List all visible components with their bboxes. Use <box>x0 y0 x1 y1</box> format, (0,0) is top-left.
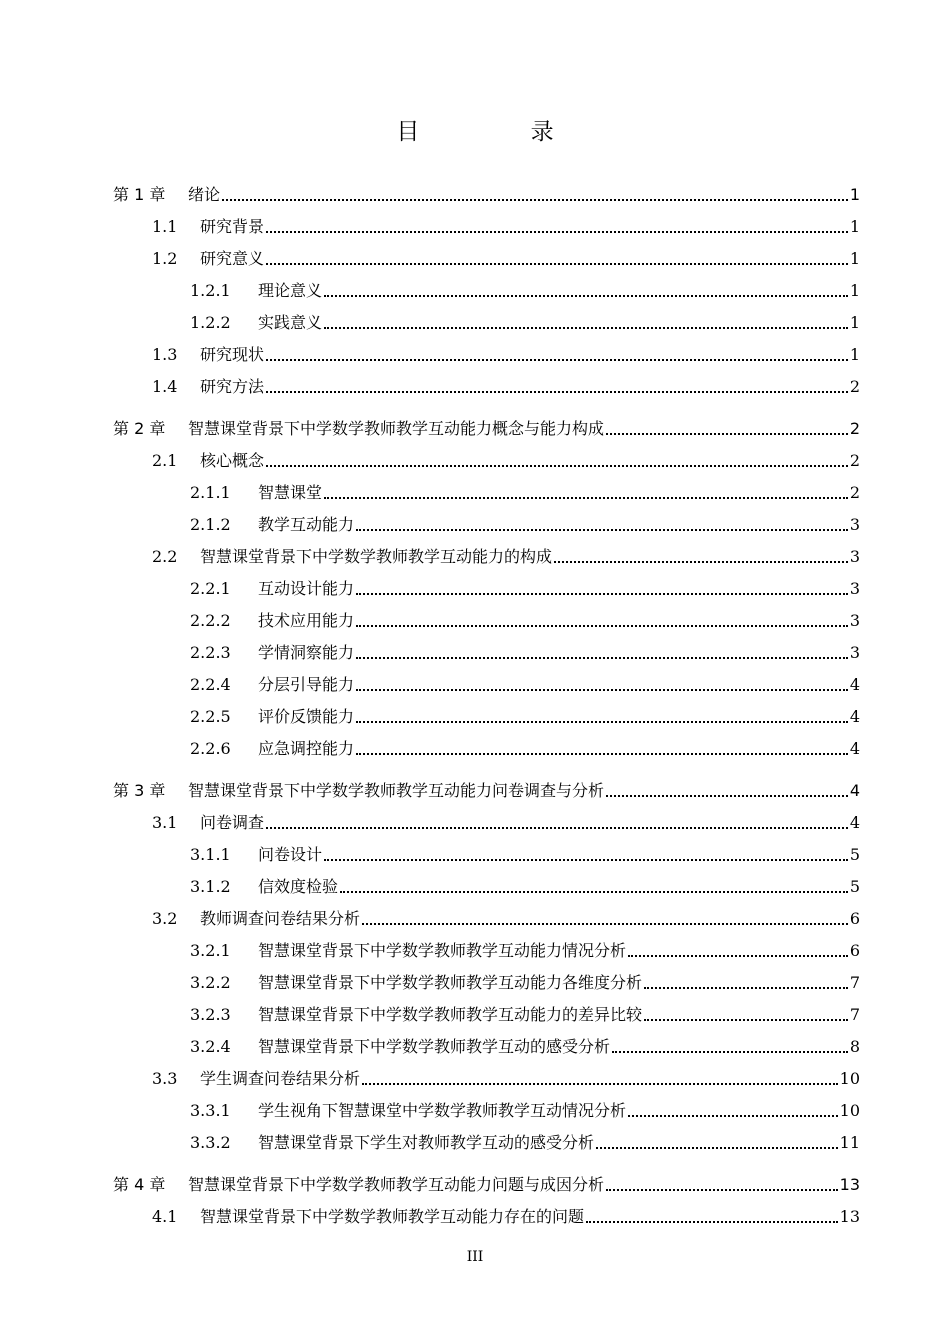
dot-leader <box>324 497 848 499</box>
toc-entry-number: 3.1.1 <box>190 845 231 864</box>
toc-entry-title: 教学互动能力 <box>258 515 355 534</box>
dot-leader <box>356 593 848 595</box>
dot-leader <box>596 1147 838 1149</box>
toc-entry-number: 3.2.2 <box>190 973 231 992</box>
dot-leader <box>356 721 848 723</box>
toc-entry-title: 智慧课堂背景下中学数学教师教学互动能力概念与能力构成 <box>188 419 605 438</box>
toc-entry-page-number: 13 <box>839 1175 860 1194</box>
toc-chapter-entry[interactable] <box>113 415 860 439</box>
toc-entry-page-number: 2 <box>849 377 860 396</box>
toc-entry-number: 2.2 <box>152 547 178 566</box>
toc-entry-number: 2.2.5 <box>190 707 231 726</box>
toc-entry-number: 1.2.2 <box>190 313 231 332</box>
toc-entry-title: 智慧课堂背景下中学数学教师教学互动能力的差异比较 <box>258 1005 643 1024</box>
page-number-footer: III <box>466 1249 484 1265</box>
dot-leader <box>266 231 848 233</box>
toc-entry-page-number: 3 <box>849 643 860 662</box>
toc-entry[interactable] <box>190 937 860 961</box>
toc-entry-page-number: 2 <box>849 451 860 470</box>
dot-leader <box>356 529 848 531</box>
toc-entry-title: 信效度检验 <box>258 877 339 896</box>
dot-leader <box>340 891 848 893</box>
toc-entry-number: 2.2.4 <box>190 675 231 694</box>
toc-entry-title: 研究方法 <box>200 377 265 396</box>
toc-entry-title: 核心概念 <box>200 451 265 470</box>
dot-leader <box>324 327 848 329</box>
toc-entry[interactable] <box>190 575 860 599</box>
toc-entry-number: 3.3 <box>152 1069 178 1088</box>
toc-entry-number: 2.1.2 <box>190 515 231 534</box>
toc-entry-title: 问卷调查 <box>200 813 265 832</box>
dot-leader <box>606 1189 838 1191</box>
toc-entry-title: 应急调控能力 <box>258 739 355 758</box>
page-title: 目 录 <box>396 119 606 145</box>
toc-entry-title: 智慧课堂背景下中学数学教师教学互动能力的构成 <box>200 547 553 566</box>
toc-entry-title: 教师调查问卷结果分析 <box>200 909 361 928</box>
toc-entry-title: 智慧课堂背景下中学数学教师教学互动的感受分析 <box>258 1037 611 1056</box>
dot-leader <box>266 359 848 361</box>
toc-entry[interactable] <box>152 1065 860 1089</box>
toc-entry-page-number: 10 <box>839 1069 860 1088</box>
toc-entry[interactable] <box>190 735 860 759</box>
toc-entry-page-number: 1 <box>849 185 860 204</box>
toc-entry-title: 理论意义 <box>258 281 323 300</box>
toc-entry-number: 3.1.2 <box>190 877 231 896</box>
toc-entry[interactable] <box>152 373 860 397</box>
toc-entry[interactable] <box>152 809 860 833</box>
toc-entry[interactable] <box>152 341 860 365</box>
dot-leader <box>362 923 848 925</box>
toc-entry-page-number: 1 <box>849 217 860 236</box>
toc-entry-number: 3.2.4 <box>190 1037 231 1056</box>
toc-entry[interactable] <box>190 703 860 727</box>
toc-entry-title: 研究现状 <box>200 345 265 364</box>
toc-entry[interactable] <box>152 245 860 269</box>
toc-entry-page-number: 4 <box>849 813 860 832</box>
dot-leader <box>222 199 848 201</box>
toc-entry-number: 3.2.1 <box>190 941 231 960</box>
toc-entry[interactable] <box>190 841 860 865</box>
toc-entry-title: 智慧课堂背景下中学数学教师教学互动能力情况分析 <box>258 941 627 960</box>
toc-entry-number: 第 4 章 <box>113 1175 166 1194</box>
toc-entry[interactable] <box>190 1033 860 1057</box>
toc-entry-number: 2.1.1 <box>190 483 231 502</box>
toc-entry-number: 2.2.1 <box>190 579 231 598</box>
toc-entry-number: 2.1 <box>152 451 178 470</box>
toc-entry-number: 4.1 <box>152 1207 178 1226</box>
dot-leader <box>628 955 848 957</box>
toc-entry-page-number: 3 <box>849 547 860 566</box>
dot-leader <box>266 827 848 829</box>
toc-entry-number: 3.2 <box>152 909 178 928</box>
toc-entry-title: 技术应用能力 <box>258 611 355 630</box>
toc-entry-page-number: 1 <box>849 281 860 300</box>
dot-leader <box>324 859 848 861</box>
toc-entry-number: 第 2 章 <box>113 419 166 438</box>
toc-entry-page-number: 1 <box>849 345 860 364</box>
dot-leader <box>644 987 848 989</box>
dot-leader <box>644 1019 848 1021</box>
toc-entry[interactable] <box>152 213 860 237</box>
dot-leader <box>356 657 848 659</box>
toc-entry-number: 1.2.1 <box>190 281 231 300</box>
toc-entry-page-number: 4 <box>849 675 860 694</box>
toc-entry[interactable] <box>152 543 860 567</box>
toc-entry[interactable] <box>190 511 860 535</box>
toc-entry[interactable] <box>190 969 860 993</box>
toc-entry[interactable] <box>190 277 860 301</box>
toc-entry-page-number: 3 <box>849 579 860 598</box>
toc-entry[interactable] <box>190 639 860 663</box>
toc-entry-title: 智慧课堂背景下学生对教师教学互动的感受分析 <box>258 1133 595 1152</box>
toc-entry-page-number: 1 <box>849 313 860 332</box>
toc-entry-number: 3.3.2 <box>190 1133 231 1152</box>
toc-entry-page-number: 4 <box>849 707 860 726</box>
dot-leader <box>266 391 848 393</box>
toc-entry[interactable] <box>190 607 860 631</box>
toc-entry-page-number: 3 <box>849 515 860 534</box>
toc-entry-number: 1.4 <box>152 377 178 396</box>
toc-entry-page-number: 3 <box>849 611 860 630</box>
toc-chapter-entry[interactable] <box>113 777 860 801</box>
dot-leader <box>356 689 848 691</box>
toc-entry-page-number: 5 <box>849 877 860 896</box>
dot-leader <box>606 795 848 797</box>
dot-leader <box>356 753 848 755</box>
toc-entry[interactable] <box>190 1129 860 1153</box>
dot-leader <box>266 263 848 265</box>
toc-chapter-entry[interactable] <box>113 181 860 205</box>
toc-entry-title: 绪论 <box>188 185 221 204</box>
toc-entry-number: 2.2.6 <box>190 739 231 758</box>
toc-entry-page-number: 2 <box>849 419 860 438</box>
dot-leader <box>612 1051 848 1053</box>
toc-entry[interactable] <box>190 873 860 897</box>
toc-entry-title: 学生视角下智慧课堂中学数学教师教学互动情况分析 <box>258 1101 627 1120</box>
toc-entry-title: 互动设计能力 <box>258 579 355 598</box>
toc-entry-title: 分层引导能力 <box>258 675 355 694</box>
toc-entry-number: 2.2.3 <box>190 643 231 662</box>
toc-entry[interactable] <box>152 447 860 471</box>
toc-entry-title: 实践意义 <box>258 313 323 332</box>
toc-entry-title: 智慧课堂背景下中学数学教师教学互动能力存在的问题 <box>200 1207 585 1226</box>
toc-entry-title: 研究意义 <box>200 249 265 268</box>
toc-entry[interactable] <box>190 1097 860 1121</box>
dot-leader <box>586 1221 838 1223</box>
toc-entry[interactable] <box>152 905 860 929</box>
dot-leader <box>362 1083 838 1085</box>
toc-entry[interactable] <box>152 1203 860 1227</box>
toc-entry-page-number: 5 <box>849 845 860 864</box>
toc-entry[interactable] <box>190 1001 860 1025</box>
dot-leader <box>554 561 848 563</box>
toc-entry-number: 1.1 <box>152 217 178 236</box>
toc-entry[interactable] <box>190 479 860 503</box>
toc-entry[interactable] <box>190 671 860 695</box>
toc-entry-title: 学情洞察能力 <box>258 643 355 662</box>
toc-entry-title: 问卷设计 <box>258 845 323 864</box>
toc-entry-title: 评价反馈能力 <box>258 707 355 726</box>
toc-chapter-entry[interactable] <box>113 1171 860 1195</box>
toc-entry-title: 智慧课堂背景下中学数学教师教学互动能力问卷调查与分析 <box>188 781 605 800</box>
toc-entry-page-number: 13 <box>839 1207 860 1226</box>
dot-leader <box>628 1115 838 1117</box>
toc-entry-number: 3.2.3 <box>190 1005 231 1024</box>
dot-leader <box>266 465 848 467</box>
toc-entry-number: 1.3 <box>152 345 178 364</box>
dot-leader <box>324 295 848 297</box>
toc-entry-number: 3.3.1 <box>190 1101 231 1120</box>
toc-entry-page-number: 8 <box>849 1037 860 1056</box>
dot-leader <box>606 433 848 435</box>
toc-entry-number: 1.2 <box>152 249 178 268</box>
toc-entry-page-number: 7 <box>849 973 860 992</box>
dot-leader <box>356 625 848 627</box>
toc-entry-page-number: 7 <box>849 1005 860 1024</box>
toc-entry-number: 2.2.2 <box>190 611 231 630</box>
toc-entry-title: 智慧课堂背景下中学数学教师教学互动能力各维度分析 <box>258 973 643 992</box>
toc-entry-number: 第 1 章 <box>113 185 166 204</box>
toc-entry-title: 智慧课堂背景下中学数学教师教学互动能力问题与成因分析 <box>188 1175 605 1194</box>
toc-entry-page-number: 6 <box>849 909 860 928</box>
toc-entry-page-number: 2 <box>849 483 860 502</box>
toc-entry-number: 第 3 章 <box>113 781 166 800</box>
toc-entry[interactable] <box>190 309 860 333</box>
toc-entry-page-number: 11 <box>839 1133 860 1152</box>
toc-entry-page-number: 6 <box>849 941 860 960</box>
toc-entry-page-number: 4 <box>849 739 860 758</box>
toc-entry-page-number: 1 <box>849 249 860 268</box>
toc-entry-title: 学生调查问卷结果分析 <box>200 1069 361 1088</box>
toc-entry-page-number: 4 <box>849 781 860 800</box>
toc-entry-page-number: 10 <box>839 1101 860 1120</box>
toc-entry-number: 3.1 <box>152 813 178 832</box>
toc-entry-title: 研究背景 <box>200 217 265 236</box>
toc-entry-title: 智慧课堂 <box>258 483 323 502</box>
